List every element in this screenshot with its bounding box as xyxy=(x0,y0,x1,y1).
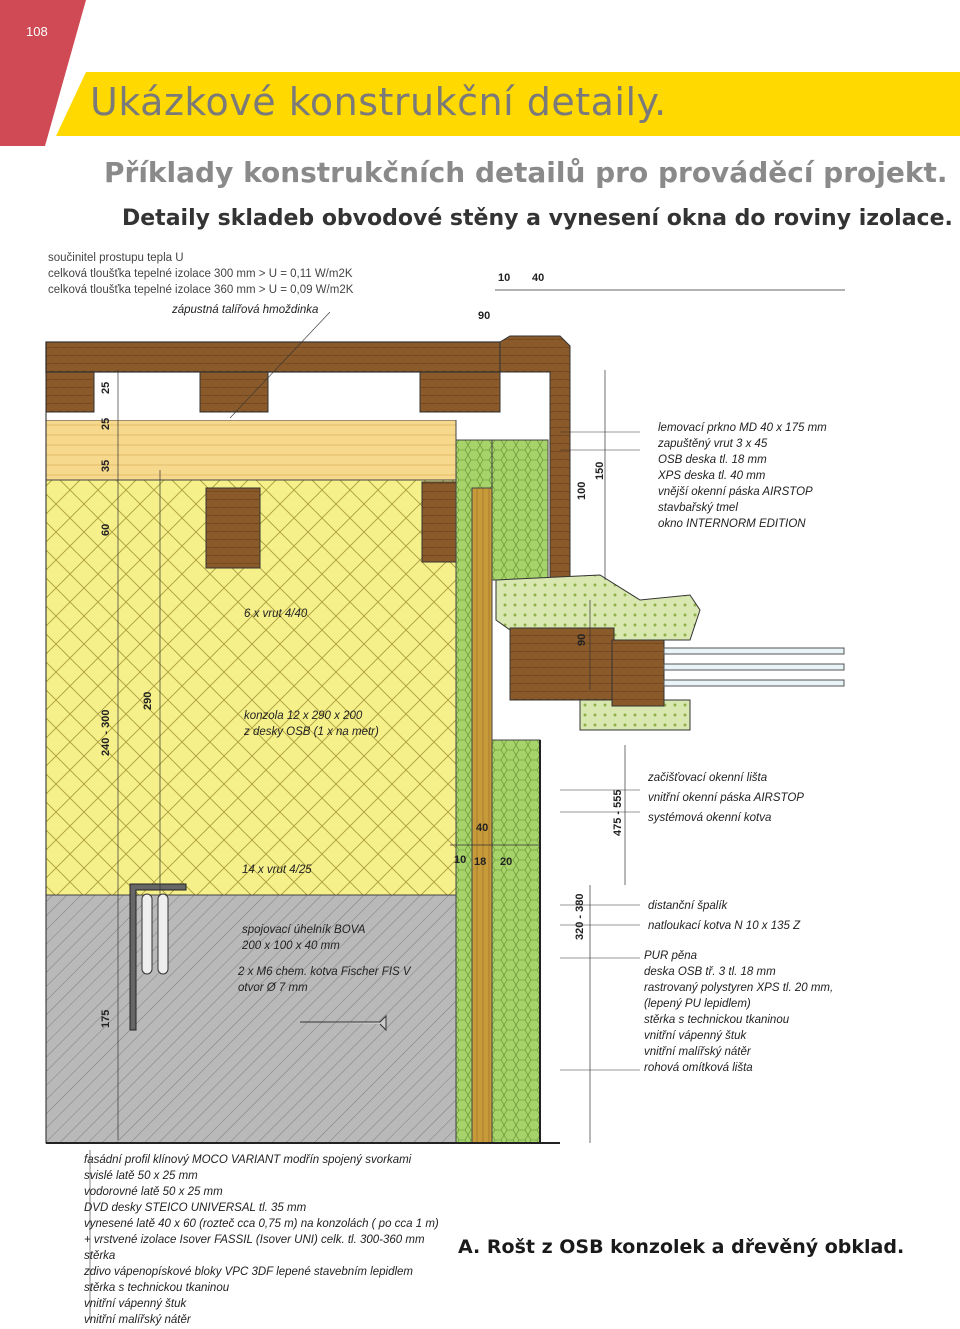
note-line: celková tloušťka tepelné izolace 360 mm > U = 0,09 W/m2K xyxy=(48,284,354,296)
labels-reveal-b xyxy=(644,948,833,1076)
label-line: vnitřní okenní páska AIRSTOP xyxy=(648,792,804,804)
label-screws-6: 6 x vrut 4/40 xyxy=(244,608,308,620)
labels-reveal-a xyxy=(648,896,800,936)
label-screws-14: 14 x vrut 4/25 xyxy=(242,864,312,876)
label-anchor xyxy=(238,964,411,996)
label-line: stěrka s technickou tkaninou xyxy=(644,1014,790,1026)
label-line: zapuštěný vrut 3 x 45 xyxy=(658,438,768,450)
legend-line: stěrka s technickou tkaninou xyxy=(84,1282,230,1294)
window-sash-wood xyxy=(510,628,614,700)
window-sash-wood xyxy=(612,640,664,706)
label-line: stavbařský tmel xyxy=(658,502,738,514)
figure-caption: A. Rošt z OSB konzolek a dřevěný obklad. xyxy=(458,1236,905,1258)
label-line: vnitřní malířský nátěr xyxy=(644,1046,751,1058)
dim-v320: 320 - 380 xyxy=(574,893,586,940)
xps-board-upper xyxy=(492,440,548,580)
dim-v150: 150 xyxy=(594,461,606,480)
section-heading: Detaily skladeb obvodové stěny a vynesení okna do roviny izolace. xyxy=(122,206,953,231)
label-dowel: zápustná talířová hmoždinka xyxy=(172,304,319,316)
dim-v90w: 90 xyxy=(576,633,588,646)
label-line: 2 x M6 chem. kotva Fischer FIS V xyxy=(238,966,411,978)
dim-v475: 475 - 555 xyxy=(612,789,624,836)
labels-window-head xyxy=(658,420,827,532)
label-line: otvor Ø 7 mm xyxy=(238,982,308,994)
label-line: vnější okenní páska AIRSTOP xyxy=(658,486,813,498)
dim-h18: 18 xyxy=(474,856,487,868)
label-line: natloukací kotva N 10 x 135 Z xyxy=(648,920,801,932)
dim-v35: 35 xyxy=(100,459,112,472)
label-line: deska OSB tř. 3 tl. 18 mm xyxy=(644,966,776,978)
dim-h10: 10 xyxy=(454,854,467,866)
label-line: okno INTERNORM EDITION xyxy=(658,518,806,530)
legend-line: DVD desky STEICO UNIVERSAL tl. 35 mm xyxy=(84,1202,307,1214)
glazing xyxy=(664,664,844,670)
label-line: spojovací úhelník BOVA xyxy=(242,924,366,936)
dim-v25b: 25 xyxy=(100,417,112,430)
label-line: OSB deska tl. 18 mm xyxy=(658,454,767,466)
glazing xyxy=(664,680,844,686)
vertical-batten xyxy=(420,372,500,412)
legend-line: zdivo vápenopískové bloky VPC 3DF lepené stavebním lepidlem xyxy=(84,1266,413,1278)
note-line: součinitel prostupu tepla U xyxy=(48,252,184,264)
label-line: lemovací prkno MD 40 x 175 mm xyxy=(658,422,827,434)
vertical-batten xyxy=(46,372,94,412)
chemical-anchor xyxy=(158,894,168,974)
xps-board-lower xyxy=(492,740,540,1143)
label-line: začišťovací okenní lišta xyxy=(648,772,768,784)
labels-window-sill xyxy=(648,768,804,828)
dim-40: 40 xyxy=(532,272,545,284)
legend-line: vnitřní vápenný štuk xyxy=(84,1298,187,1310)
legend-line: fasádní profil klínový MOCO VARIANT modřín spojený svorkami xyxy=(84,1154,412,1166)
legend-line: stěrka xyxy=(84,1250,116,1262)
facade-cladding xyxy=(46,342,500,372)
label-line: PUR pěna xyxy=(644,950,698,962)
label-line: (lepený PU lepidlem) xyxy=(644,998,751,1010)
layer-legend xyxy=(84,1152,439,1328)
label-line: rohová omítková lišta xyxy=(644,1062,753,1074)
label-line: distanční špalík xyxy=(648,900,728,912)
dim-v240: 240 - 300 xyxy=(100,709,112,756)
chemical-anchor xyxy=(142,894,152,974)
dim-10: 10 xyxy=(498,272,511,284)
vertical-batten xyxy=(200,372,268,412)
u-value-notes xyxy=(48,250,353,298)
legend-line: + vrstvené izolace Isover FASSIL (Isover UNI) celk. tl. 300-360 mm xyxy=(84,1234,425,1246)
label-line: z desky OSB (1 x na metr) xyxy=(244,726,379,738)
page-subtitle: Příklady konstrukčních detailů pro prováděcí projekt. xyxy=(104,156,948,189)
label-line: vnitřní vápenný štuk xyxy=(644,1030,747,1042)
dim-v100: 100 xyxy=(576,481,588,500)
glazing xyxy=(664,648,844,654)
legend-line: svislé latě 50 x 25 mm xyxy=(84,1170,198,1182)
dim-v175: 175 xyxy=(100,1009,112,1028)
legend-line: vnitřní malířský nátěr xyxy=(84,1314,191,1326)
page-number: 108 xyxy=(26,24,48,39)
note-line: celková tloušťka tepelné izolace 300 mm > U = 0,11 W/m2K xyxy=(48,268,353,280)
legend-line: vodorovné latě 50 x 25 mm xyxy=(84,1186,223,1198)
page-title: Ukázkové konstrukční detaily. xyxy=(90,80,667,124)
label-bracket xyxy=(244,708,379,740)
label-angle xyxy=(242,922,365,954)
label-line: 200 x 100 x 40 mm xyxy=(242,940,340,952)
label-line: XPS deska tl. 40 mm xyxy=(658,470,766,482)
dim-h40: 40 xyxy=(476,822,489,834)
dim-h20: 20 xyxy=(500,856,513,868)
label-line: rastrovaný polystyren XPS tl. 20 mm, xyxy=(644,982,834,994)
dim-v290: 290 xyxy=(142,691,154,710)
dim-v60: 60 xyxy=(100,523,112,536)
osb-board xyxy=(472,488,492,1143)
label-line: systémová okenní kotva xyxy=(648,812,772,824)
osb-bracket-batten xyxy=(206,488,260,568)
label-line: konzola 12 x 290 x 200 xyxy=(244,710,363,722)
legend-line: vynesené latě 40 x 60 (rozteč cca 0,75 m) na konzolách ( po cca 1 m) xyxy=(84,1218,439,1230)
dim-v25a: 25 xyxy=(100,381,112,394)
dim-90: 90 xyxy=(478,310,491,322)
